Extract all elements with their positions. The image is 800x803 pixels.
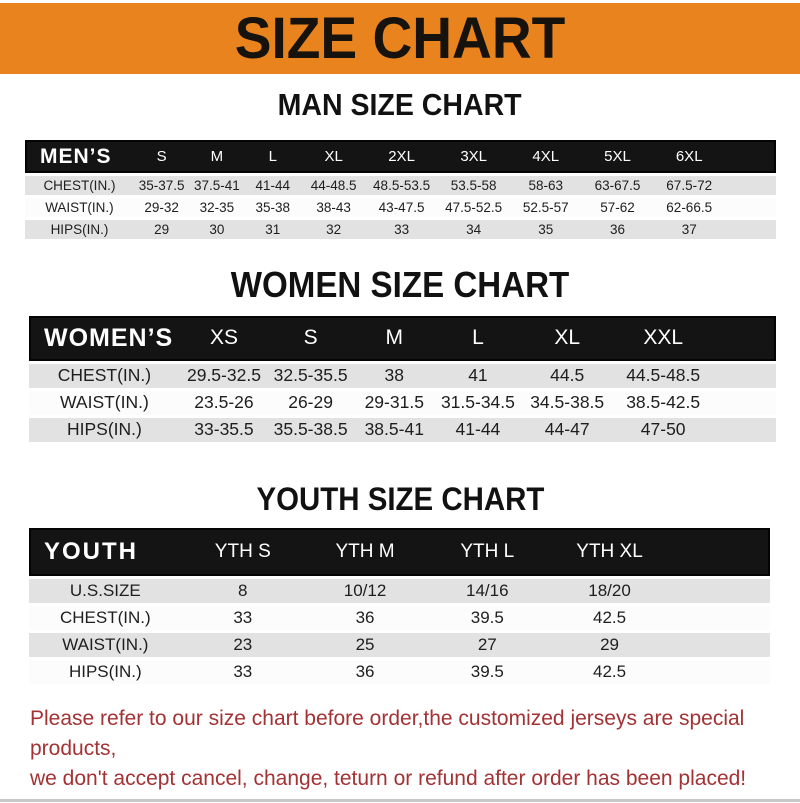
size-cell: 29 [134,217,190,239]
women-heading-text: WOMEN SIZE CHART [230,264,570,306]
table-row [29,361,776,388]
header-spacer [712,316,776,361]
row-spacer [671,630,770,657]
row-label: WAIST(IN.) [29,630,182,657]
size-cell: 32-35 [189,195,244,217]
row-label: U.S.SIZE [29,576,182,603]
size-cell: 39.5 [426,657,548,684]
size-cell: 33-35.5 [180,415,268,442]
size-cell: 25 [304,630,426,657]
column-header: L [244,140,301,173]
size-cell: 38.5-41 [353,415,435,442]
size-cell: 52.5-57 [510,195,581,217]
section-women [0,265,800,442]
bottom-border-line [0,799,800,802]
men-corner-label: MEN’S [25,140,134,173]
size-cell: 36 [581,217,653,239]
youth-header-row [29,528,770,576]
size-cell: 62-66.5 [654,195,725,217]
size-cell: 29-31.5 [353,388,435,415]
column-header: S [134,140,190,173]
size-chart-banner [0,3,800,74]
row-label: HIPS(IN.) [25,217,134,239]
size-cell: 44.5 [521,361,614,388]
row-label: CHEST(IN.) [29,603,182,630]
size-cell: 39.5 [426,603,548,630]
size-cell: 43-47.5 [366,195,437,217]
size-cell: 47.5-52.5 [437,195,510,217]
size-cell: 18/20 [548,576,670,603]
size-cell: 41 [435,361,520,388]
table-row [29,388,776,415]
size-cell: 47-50 [614,415,713,442]
size-cell: 41-44 [435,415,520,442]
column-header: S [268,316,353,361]
column-header: 4XL [510,140,581,173]
column-header: 3XL [437,140,510,173]
disclaimer [30,704,800,794]
column-header: YTH XL [548,528,670,576]
size-cell: 31 [244,217,301,239]
size-cell: 44-48.5 [301,173,366,195]
column-header: XL [521,316,614,361]
women-section-heading [0,265,800,305]
men-size-table [25,140,776,239]
column-header: XXL [614,316,713,361]
size-chart-title: SIZE CHART [234,5,566,71]
size-cell: 34 [437,217,510,239]
size-cell: 58-63 [510,173,581,195]
row-label: CHEST(IN.) [25,173,134,195]
column-header: 5XL [581,140,653,173]
youth-section-heading [0,482,800,517]
header-spacer [671,528,770,576]
women-size-table [29,316,776,442]
size-cell: 31.5-34.5 [435,388,520,415]
section-youth [0,482,800,684]
women-corner-label: WOMEN’S [29,316,180,361]
size-cell: 42.5 [548,603,670,630]
column-header: YTH S [182,528,304,576]
table-row [29,576,770,603]
size-cell: 37 [654,217,725,239]
row-spacer [712,388,776,415]
size-cell: 36 [304,657,426,684]
size-cell: 38.5-42.5 [614,388,713,415]
table-row [29,657,770,684]
row-label: HIPS(IN.) [29,415,180,442]
size-cell: 29.5-32.5 [180,361,268,388]
column-header: 2XL [366,140,437,173]
size-cell: 34.5-38.5 [521,388,614,415]
size-cell: 48.5-53.5 [366,173,437,195]
size-cell: 23 [182,630,304,657]
disclaimer-line-2: we don't accept cancel, change, teturn or refund after order has been placed! [30,766,747,790]
row-spacer [725,195,776,217]
column-header: YTH M [304,528,426,576]
row-spacer [725,173,776,195]
section-men [0,88,800,239]
row-spacer [725,217,776,239]
size-cell: 14/16 [426,576,548,603]
size-cell: 33 [366,217,437,239]
youth-corner-label: YOUTH [29,528,182,576]
row-label: WAIST(IN.) [25,195,134,217]
column-header: XS [180,316,268,361]
size-cell: 32.5-35.5 [268,361,353,388]
row-label: WAIST(IN.) [29,388,180,415]
table-row [29,603,770,630]
men-section-heading [0,88,800,122]
row-label: CHEST(IN.) [29,361,180,388]
table-row [29,415,776,442]
size-cell: 67.5-72 [654,173,725,195]
row-spacer [712,415,776,442]
table-row [25,217,776,239]
size-cell: 37.5-41 [189,173,244,195]
size-cell: 35-38 [244,195,301,217]
size-cell: 42.5 [548,657,670,684]
size-cell: 29-32 [134,195,190,217]
youth-size-table [29,528,770,684]
row-spacer [671,576,770,603]
size-cell: 35 [510,217,581,239]
size-cell: 33 [182,657,304,684]
column-header: M [353,316,435,361]
table-row [29,630,770,657]
size-cell: 38-43 [301,195,366,217]
size-cell: 63-67.5 [581,173,653,195]
size-cell: 36 [304,603,426,630]
size-cell: 30 [189,217,244,239]
men-heading-text: MAN SIZE CHART [277,87,523,122]
column-header: 6XL [654,140,725,173]
disclaimer-line-1: Please refer to our size chart before order,the customized jerseys are special products, [30,706,745,760]
size-cell: 57-62 [581,195,653,217]
table-row [25,173,776,195]
row-spacer [712,361,776,388]
size-cell: 38 [353,361,435,388]
size-cell: 26-29 [268,388,353,415]
column-header: M [189,140,244,173]
size-cell: 35.5-38.5 [268,415,353,442]
size-cell: 32 [301,217,366,239]
size-cell: 10/12 [304,576,426,603]
size-cell: 44-47 [521,415,614,442]
column-header: YTH L [426,528,548,576]
row-label: HIPS(IN.) [29,657,182,684]
table-row [25,195,776,217]
size-tables-container [0,88,800,684]
size-cell: 27 [426,630,548,657]
size-cell: 23.5-26 [180,388,268,415]
youth-heading-text: YOUTH SIZE CHART [256,480,544,517]
size-cell: 35-37.5 [134,173,190,195]
header-spacer [725,140,776,173]
size-cell: 44.5-48.5 [614,361,713,388]
size-cell: 53.5-58 [437,173,510,195]
women-header-row [29,316,776,361]
column-header: XL [301,140,366,173]
column-header: L [435,316,520,361]
size-cell: 33 [182,603,304,630]
men-header-row [25,140,776,173]
size-cell: 8 [182,576,304,603]
row-spacer [671,657,770,684]
size-cell: 29 [548,630,670,657]
row-spacer [671,603,770,630]
size-cell: 41-44 [244,173,301,195]
